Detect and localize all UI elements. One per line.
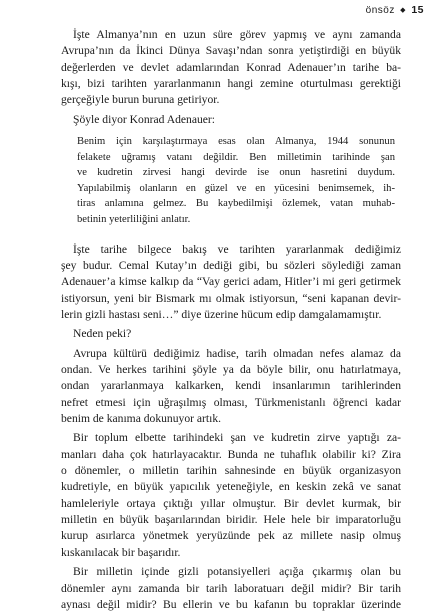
text-line: manları daha çok hatırlayacaktır. Bunda ne tuhaflık olabilir ki? Zira — [61, 447, 401, 461]
text-line: kışı, bizi tarihten yararlanmanın hangi zemine oturtulması gerektiği — [61, 77, 401, 91]
text-line: nefret etmesi için uğraşılmış olması, Türkmenistanlı öğrenci kadar — [61, 395, 401, 409]
page-number: 15 — [411, 4, 424, 16]
text-line: İşte Almanya’nın en uzun süre görev yapmış ve aynı zamanda — [73, 28, 401, 41]
page-body — [61, 27, 401, 613]
text-line: Şöyle diyor Konrad Adenauer: — [73, 112, 215, 126]
text-line: Avrupa’nın da İkinci Dünya Savaşı’ndan sonra yetiştirdiği en büyük — [61, 44, 401, 58]
text-line: o dönemler, o milletin tarihin sahnesinde en büyük organizasyon — [61, 464, 401, 478]
quote-line: tiras anlamına gelmez. Bu kaybedilmişi özlemek, vatan muhab- — [77, 198, 395, 210]
running-head — [366, 4, 424, 16]
text-line: şey budur. Cemal Kutay’ın dediği gibi, bu sözleri söylediği zaman — [61, 258, 401, 272]
quote-line: felakete uğramış vatanı değildir. Ben milletimin tarihinde şan — [77, 151, 395, 163]
paragraph-4 — [61, 326, 401, 342]
paragraph-6 — [61, 430, 401, 561]
text-line: Neden peki? — [73, 327, 132, 341]
text-line: kurup asırlarca yönetmek yeryüzünde pek az millete nasip olmuş — [61, 529, 401, 543]
paragraph-2 — [61, 112, 401, 128]
quote-line: Yapılabilmiş olanların en güzel ve en yücesini benimsemek, ih- — [77, 182, 395, 194]
paragraph-7 — [61, 564, 401, 613]
text-line: dönemler aynı zamanda bir tarih laboratuarı değil midir? Bir tarih — [61, 581, 401, 595]
text-line: kıskanılacak bir başarıdır. — [61, 545, 181, 559]
text-line: Bir milletin içinde gizli potansiyelleri açığa çıkarmış olan bu — [73, 565, 401, 579]
text-line: gerçeğiyle burun buruna getiriyor. — [61, 93, 220, 107]
paragraph-5 — [61, 346, 401, 428]
text-line: lerin gizli hastası seni…” diye üzerine hücum edip damgalamamıştır. — [61, 308, 382, 321]
paragraph-1 — [61, 27, 401, 109]
text-line: milletin en büyük başarılarından biridir. Hele hele bir imparatorluğu — [61, 513, 401, 527]
text-line: Avrupa kültürü dediğimiz hadise, tarih olmadan nefes alamaz da — [73, 346, 401, 360]
quote-line: betinin yeterliliğini anlatır. — [77, 214, 191, 226]
text-line: Bir toplum elbette tarihindeki şan ve kudretin zirve yaptığı za- — [73, 431, 401, 445]
text-line: kudretiyle, en büyük yapıcılık yeteneğiyle, en keskin zekâ ve sanat — [61, 480, 401, 494]
text-line: değerlerden ve devlet adamlarından Konrad Adenauer’ın tarihe ba- — [61, 60, 401, 74]
text-line: hamleleriyle ortaya çıktığı yıllar olmuştur. Bir devlet kurmak, bir — [61, 496, 401, 510]
section-label: önsöz — [365, 5, 395, 16]
text-line: aynası değil midir? Bu ellerin ve bu kafanın bu topraklar üzerinde — [61, 597, 401, 611]
text-line: istiyorsun, yeni bir Bismark mı olmak istiyorsun, “seni kapanan devir- — [61, 291, 401, 305]
text-line: Adenauer’a kimse kalkıp da “Vay gerici adam, Hitler’i mi geri getirmek — [61, 275, 401, 289]
quote-line: ve kudretin zirvesi hangi devirde ise onun hasretini duydum. — [77, 167, 395, 179]
text-line: İşte tarihe bilgece bakış ve tarihten yararlanmak dediğimiz — [73, 242, 401, 256]
text-line: benim de kanıma dokunuyor artık. — [61, 412, 222, 426]
quote-line: Benim için karşılaştırmaya esas olan Almanya, 1944 sonunun — [77, 136, 395, 148]
text-line: ondan. Ve herkes tarihini şöyle ya da böyle bilir, onu hatırlatmaya, — [61, 363, 401, 377]
paragraph-3 — [61, 242, 401, 324]
diamond-separator-icon: ◆ — [400, 7, 407, 14]
block-quote — [77, 134, 395, 228]
text-line: ondan yararlanmaya kalkarken, kendi insanlarımın tarihlerinden — [61, 379, 401, 393]
